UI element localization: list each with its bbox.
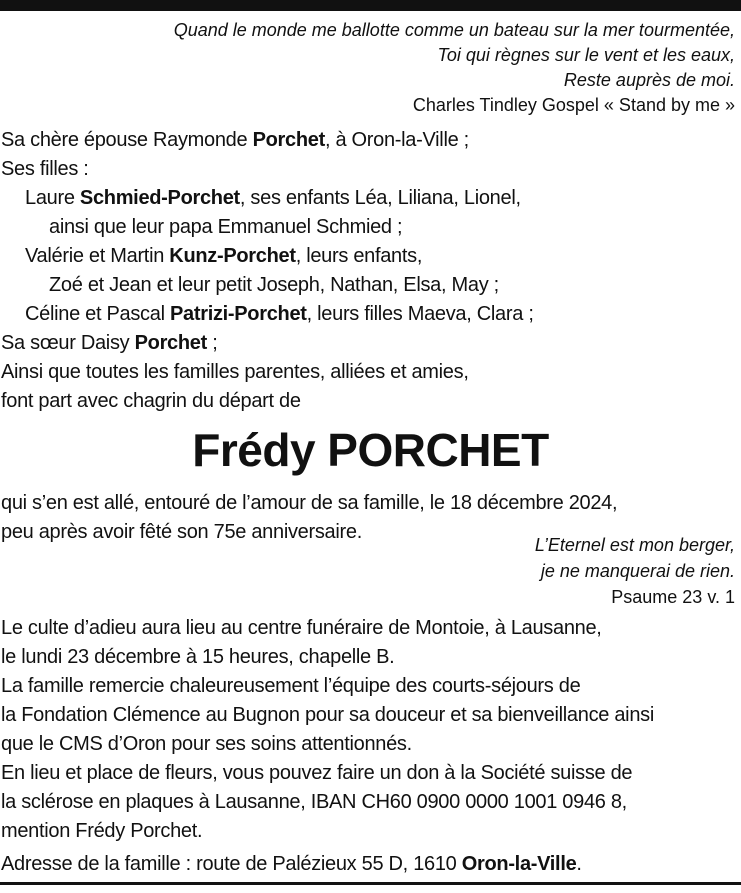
death-line: qui s’en est allé, entouré de l’amour de sa famille, le 18 décembre 2024, xyxy=(1,492,618,514)
psalm-line: L’Eternel est mon berger, xyxy=(534,535,735,555)
death-line: peu après avoir fêté son 75e anniversaire. xyxy=(1,521,362,543)
daughter-1-children: ainsi que leur papa Emmanuel Schmied ; xyxy=(49,216,403,238)
psalm-source: Psaume 23 v. 1 xyxy=(611,587,735,607)
surname: Schmied-Porchet xyxy=(79,187,240,209)
ceremony-line: la Fondation Clémence au Bugnon pour sa douceur et sa bienveillance ainsi xyxy=(1,704,654,726)
epigraph-source: Charles Tindley Gospel « Stand by me » xyxy=(412,95,735,115)
ceremony-line: que le CMS d’Oron pour ses soins attentionnés. xyxy=(1,733,412,755)
ceremony-line: mention Frédy Porchet. xyxy=(1,820,203,842)
family-list xyxy=(1,126,534,416)
surname: Porchet xyxy=(252,129,325,151)
daughter-2-line: Valérie et Martin Kunz-Porchet, leurs enfants, xyxy=(25,245,423,267)
daughter-2-children: Zoé et Jean et leur petit Joseph, Nathan, Elsa, May ; xyxy=(49,274,499,296)
epigraph-line: Quand le monde me ballotte comme un bateau sur la mer tourmentée, xyxy=(173,20,735,40)
surname: Porchet xyxy=(134,332,207,354)
epigraph-line: Reste auprès de moi. xyxy=(563,70,735,90)
wife-line: Sa chère épouse Raymonde Porchet, à Oron-la-Ville ; xyxy=(1,129,469,151)
address-town: Oron-la-Ville xyxy=(461,853,577,875)
sister-line: Sa sœur Daisy Porchet ; xyxy=(1,332,218,354)
epigraph-line: Toi qui règnes sur le vent et les eaux, xyxy=(437,45,735,65)
daughter-1-line: Laure Schmied-Porchet, ses enfants Léa, Liliana, Lionel, xyxy=(25,187,521,209)
surname: Patrizi-Porchet xyxy=(169,303,307,325)
family-address: Adresse de la famille : route de Palézieux 55 D, 1610 Oron-la-Ville. xyxy=(1,853,582,875)
ceremony-line: le lundi 23 décembre à 15 heures, chapelle B. xyxy=(1,646,395,668)
epigraph xyxy=(174,18,735,118)
psalm-quote xyxy=(535,532,735,610)
death-notice xyxy=(1,489,617,547)
all-families-line: Ainsi que toutes les familles parentes, alliées et amies, xyxy=(1,361,469,383)
bottom-rule xyxy=(0,882,741,885)
daughters-label: Ses filles : xyxy=(1,158,89,180)
ceremony-text xyxy=(1,614,654,846)
psalm-line: je ne manquerai de rien. xyxy=(540,561,735,581)
ceremony-line: la sclérose en plaques à Lausanne, IBAN CH60 0900 0000 1001 0946 8, xyxy=(1,791,627,813)
ceremony-line: En lieu et place de fleurs, vous pouvez faire un don à la Société suisse de xyxy=(1,762,633,784)
ceremony-line: La famille remercie chaleureusement l’équipe des courts-séjours de xyxy=(1,675,581,697)
deceased-name: Frédy PORCHET xyxy=(192,424,549,476)
surname: Kunz-Porchet xyxy=(169,245,296,267)
daughter-3-line: Céline et Pascal Patrizi-Porchet, leurs filles Maeva, Clara ; xyxy=(25,303,534,325)
announce-line: font part avec chagrin du départ de xyxy=(1,390,301,412)
top-rule xyxy=(0,0,741,11)
ceremony-line: Le culte d’adieu aura lieu au centre funéraire de Montoie, à Lausanne, xyxy=(1,617,602,639)
